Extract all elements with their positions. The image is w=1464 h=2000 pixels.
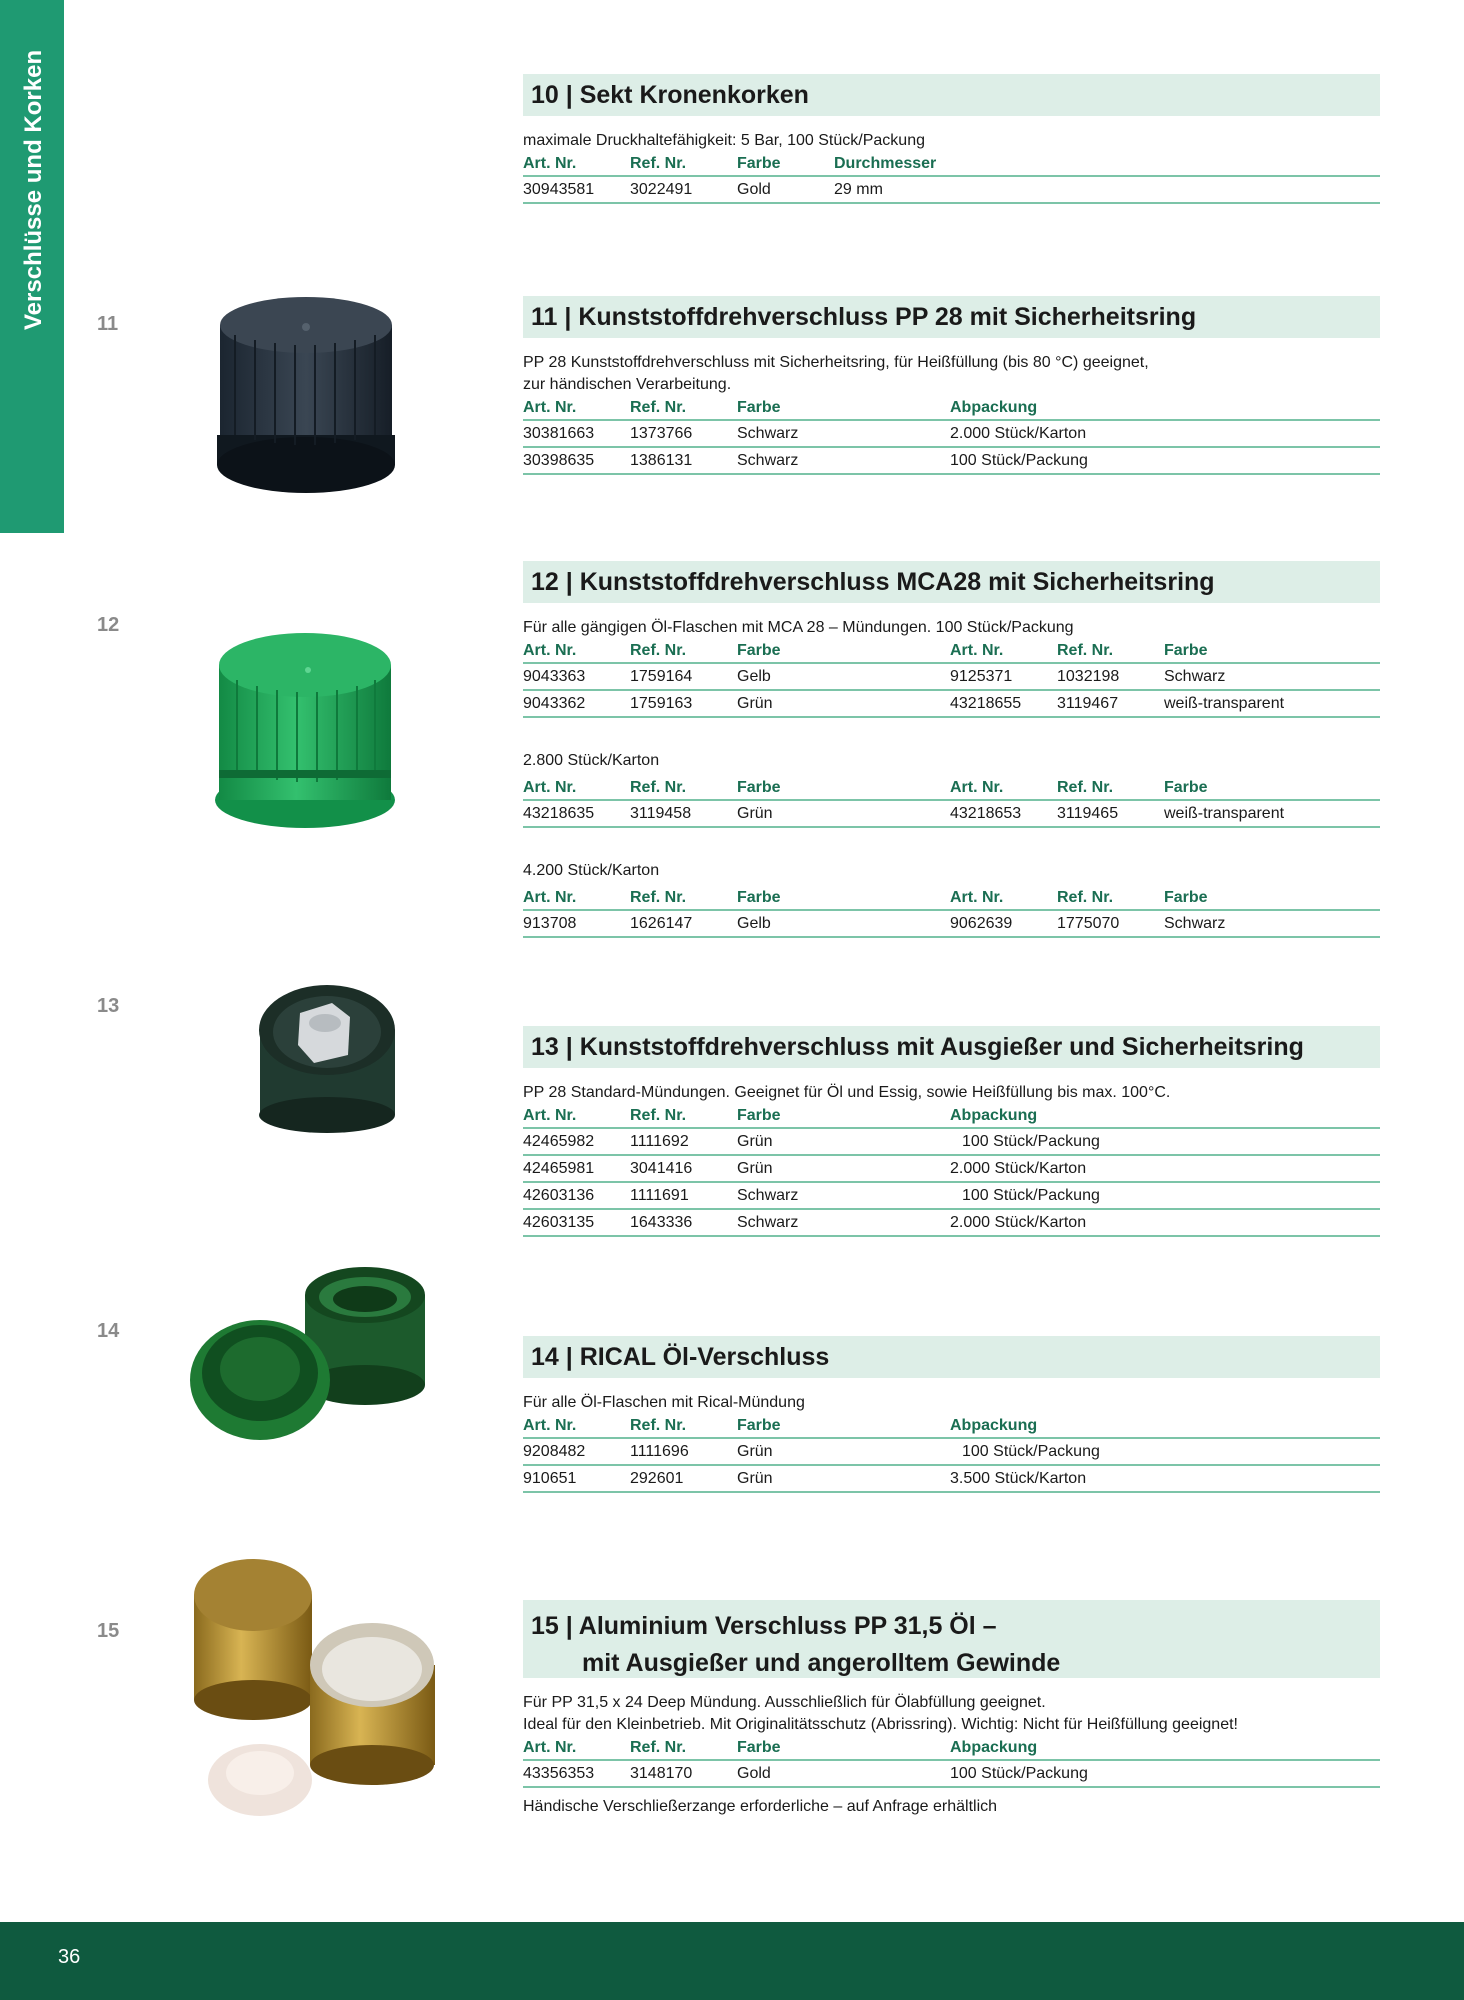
- table-cell: 100 Stück/Packung: [950, 1438, 1380, 1465]
- column-header: Art. Nr.: [523, 639, 630, 663]
- table-cell: 42465982: [523, 1128, 630, 1155]
- table-cell: 3119467: [1057, 690, 1164, 717]
- table-cell: 1759163: [630, 690, 737, 717]
- column-header: Art. Nr.: [523, 776, 630, 800]
- product-table: [523, 152, 1380, 204]
- table-row: [523, 447, 1380, 474]
- table-cell: 9062639: [950, 910, 1057, 937]
- column-header: Farbe: [737, 1104, 950, 1128]
- table-cell: 3022491: [630, 176, 737, 203]
- table-header-row: [523, 152, 1380, 176]
- column-header: Ref. Nr.: [630, 776, 737, 800]
- column-header: Art. Nr.: [950, 776, 1057, 800]
- table-row: [523, 1760, 1380, 1787]
- table-header-row: [523, 639, 1380, 663]
- packaging-subheading: 2.800 Stück/Karton: [523, 752, 660, 769]
- table-cell: Gelb: [737, 663, 950, 690]
- table-cell: 9043362: [523, 690, 630, 717]
- table-cell: 100 Stück/Packung: [950, 1760, 1380, 1787]
- column-header: Ref. Nr.: [630, 886, 737, 910]
- table-cell: 9125371: [950, 663, 1057, 690]
- column-header: Farbe: [737, 639, 950, 663]
- table-cell: 913708: [523, 910, 630, 937]
- table-cell: 2.000 Stück/Karton: [950, 1155, 1380, 1182]
- table-cell: Grün: [737, 1155, 950, 1182]
- table-cell: 1111696: [630, 1438, 737, 1465]
- table-cell: 910651: [523, 1465, 630, 1492]
- section-description: Für alle Öl-Flaschen mit Rical-Mündung: [523, 1394, 805, 1411]
- table-cell: Gelb: [737, 910, 950, 937]
- table-row: [523, 910, 1380, 937]
- section-description: maximale Druckhaltefähigkeit: 5 Bar, 100 Stück/Packung: [523, 132, 925, 149]
- section-title: 10 | Sekt Kronenkorken: [523, 74, 1380, 116]
- column-header: Ref. Nr.: [1057, 639, 1164, 663]
- column-header: Art. Nr.: [523, 1736, 630, 1760]
- section-title-line: mit Ausgießer und angerolltem Gewinde: [582, 1649, 1061, 1677]
- column-header: Art. Nr.: [523, 152, 630, 176]
- table-cell: 1643336: [630, 1209, 737, 1236]
- table-cell: Gold: [737, 1760, 950, 1787]
- table-cell: 42465981: [523, 1155, 630, 1182]
- column-header: Farbe: [737, 1736, 950, 1760]
- product-table: [523, 396, 1380, 475]
- table-cell: 3041416: [630, 1155, 737, 1182]
- table-row: [523, 1209, 1380, 1236]
- table-cell: 43356353: [523, 1760, 630, 1787]
- item-number-11: 11: [97, 313, 119, 335]
- column-header: Art. Nr.: [950, 639, 1057, 663]
- table-cell: 42603136: [523, 1182, 630, 1209]
- table-cell: 1111692: [630, 1128, 737, 1155]
- column-header: Ref. Nr.: [630, 1736, 737, 1760]
- table-header-row: [523, 1414, 1380, 1438]
- table-row: [523, 663, 1380, 690]
- item-number-13: 13: [97, 995, 120, 1017]
- column-header: Farbe: [1164, 886, 1380, 910]
- section-title: 12 | Kunststoffdrehverschluss MCA28 mit Sicherheitsring: [523, 561, 1380, 603]
- table-cell: 9208482: [523, 1438, 630, 1465]
- table-cell: 9043363: [523, 663, 630, 690]
- column-header: Art. Nr.: [523, 396, 630, 420]
- table-row: [523, 1128, 1380, 1155]
- table-cell: weiß-transparent: [1164, 690, 1380, 717]
- table-header-row: [523, 396, 1380, 420]
- rical-caps-image: [185, 1265, 445, 1455]
- table-cell: Schwarz: [737, 447, 950, 474]
- table-cell: weiß-transparent: [1164, 800, 1380, 827]
- column-header: Art. Nr.: [523, 1104, 630, 1128]
- aluminium-caps-image: [190, 1555, 450, 1835]
- column-header: Ref. Nr.: [1057, 776, 1164, 800]
- table-header-row: [523, 1104, 1380, 1128]
- footer-bar: [0, 1922, 1464, 2000]
- column-header: Art. Nr.: [950, 886, 1057, 910]
- table-cell: 1111691: [630, 1182, 737, 1209]
- black-screw-cap-image: [205, 295, 405, 500]
- table-cell: Schwarz: [737, 1209, 950, 1236]
- item-number-15: 15: [97, 1620, 120, 1642]
- column-header: Abpackung: [950, 1104, 1380, 1128]
- section-aluminium-cap: [523, 1600, 1380, 1818]
- section-note: Händische Verschließerzange erforderliche – auf Anfrage erhältlich: [523, 1798, 998, 1815]
- table-cell: 3119465: [1057, 800, 1164, 827]
- column-header: Art. Nr.: [523, 886, 630, 910]
- section-mca28-cap: [523, 561, 1380, 938]
- table-cell: 30398635: [523, 447, 630, 474]
- table-cell: 43218653: [950, 800, 1057, 827]
- table-cell: 3.500 Stück/Karton: [950, 1465, 1380, 1492]
- section-rical-cap: [523, 1336, 1380, 1493]
- table-cell: 2.000 Stück/Karton: [950, 420, 1380, 447]
- sidebar-category-tab: [0, 0, 64, 533]
- column-header: Farbe: [1164, 776, 1380, 800]
- product-table: [523, 639, 1380, 718]
- column-header: Abpackung: [950, 1736, 1380, 1760]
- table-cell: Grün: [737, 1128, 950, 1155]
- table-row: [523, 1182, 1380, 1209]
- table-cell: Gold: [737, 176, 834, 203]
- item-number-12: 12: [97, 614, 120, 636]
- table-cell: 100 Stück/Packung: [950, 447, 1380, 474]
- product-table: [523, 776, 1380, 828]
- description-line: Ideal für den Kleinbetrieb. Mit Originalitätsschutz (Abrissring). Wichtig: Nicht für Heißfüllung geeignet!: [523, 1716, 1238, 1733]
- product-table: [523, 1736, 1380, 1788]
- section-description: [523, 352, 1380, 396]
- section-pourer-cap: [523, 1026, 1380, 1237]
- table-row: [523, 800, 1380, 827]
- column-header: Durchmesser: [834, 152, 1380, 176]
- table-row: [523, 1438, 1380, 1465]
- product-table: [523, 1104, 1380, 1237]
- table-row: [523, 1155, 1380, 1182]
- table-cell: 43218635: [523, 800, 630, 827]
- column-header: Farbe: [737, 152, 834, 176]
- table-row: [523, 420, 1380, 447]
- sidebar-category-label: Verschlüsse und Korken: [20, 49, 47, 330]
- column-header: Farbe: [737, 1414, 950, 1438]
- table-cell: 1373766: [630, 420, 737, 447]
- page-number: 36: [58, 1946, 81, 1968]
- table-header-row: [523, 1736, 1380, 1760]
- table-cell: 1626147: [630, 910, 737, 937]
- description-line: Für PP 31,5 x 24 Deep Mündung. Ausschließlich für Ölabfüllung geeignet.: [523, 1694, 1046, 1711]
- table-cell: 100 Stück/Packung: [950, 1182, 1380, 1209]
- table-cell: Grün: [737, 1438, 950, 1465]
- section-pp28-cap: [523, 296, 1380, 475]
- table-cell: Schwarz: [1164, 910, 1380, 937]
- section-title-line: 15 | Aluminium Verschluss PP 31,5 Öl –: [531, 1612, 997, 1640]
- section-title: 14 | RICAL Öl-Verschluss: [523, 1336, 1380, 1378]
- table-cell: 30381663: [523, 420, 630, 447]
- column-header: Ref. Nr.: [1057, 886, 1164, 910]
- table-cell: Schwarz: [737, 1182, 950, 1209]
- pourer-cap-image: [250, 975, 405, 1135]
- table-cell: 1759164: [630, 663, 737, 690]
- column-header: Ref. Nr.: [630, 639, 737, 663]
- section-sekt-kronenkorken: [523, 74, 1380, 204]
- section-description: [523, 1692, 1380, 1736]
- column-header: Art. Nr.: [523, 1414, 630, 1438]
- table-header-row: [523, 776, 1380, 800]
- column-header: Ref. Nr.: [630, 152, 737, 176]
- table-cell: 1386131: [630, 447, 737, 474]
- table-cell: Schwarz: [737, 420, 950, 447]
- table-cell: Grün: [737, 690, 950, 717]
- table-cell: 30943581: [523, 176, 630, 203]
- table-cell: Schwarz: [1164, 663, 1380, 690]
- product-table: [523, 886, 1380, 938]
- description-line: zur händischen Verarbeitung.: [523, 376, 732, 393]
- section-title: [523, 1600, 1380, 1678]
- column-header: Ref. Nr.: [630, 396, 737, 420]
- table-row: [523, 690, 1380, 717]
- table-cell: 3119458: [630, 800, 737, 827]
- product-table: [523, 1414, 1380, 1493]
- column-header: Farbe: [737, 886, 950, 910]
- table-row: [523, 176, 1380, 203]
- green-mca28-cap-image: [205, 620, 405, 840]
- table-cell: 2.000 Stück/Karton: [950, 1209, 1380, 1236]
- table-header-row: [523, 886, 1380, 910]
- table-cell: Grün: [737, 800, 950, 827]
- packaging-subheading: 4.200 Stück/Karton: [523, 862, 660, 879]
- table-cell: 3148170: [630, 1760, 737, 1787]
- column-header: Ref. Nr.: [630, 1104, 737, 1128]
- section-description: PP 28 Standard-Mündungen. Geeignet für Öl und Essig, sowie Heißfüllung bis max. 100°C.: [523, 1084, 1171, 1101]
- table-cell: 29 mm: [834, 176, 1380, 203]
- column-header: Farbe: [737, 396, 950, 420]
- section-description: Für alle gängigen Öl-Flaschen mit MCA 28 – Mündungen. 100 Stück/Packung: [523, 619, 1074, 636]
- column-header: Farbe: [737, 776, 950, 800]
- table-cell: 100 Stück/Packung: [950, 1128, 1380, 1155]
- table-cell: Grün: [737, 1465, 950, 1492]
- table-cell: 1775070: [1057, 910, 1164, 937]
- table-cell: 1032198: [1057, 663, 1164, 690]
- column-header: Farbe: [1164, 639, 1380, 663]
- section-title: 13 | Kunststoffdrehverschluss mit Ausgießer und Sicherheitsring: [523, 1026, 1380, 1068]
- column-header: Abpackung: [950, 1414, 1380, 1438]
- table-cell: 43218655: [950, 690, 1057, 717]
- section-title: 11 | Kunststoffdrehverschluss PP 28 mit Sicherheitsring: [523, 296, 1380, 338]
- table-row: [523, 1465, 1380, 1492]
- column-header: Abpackung: [950, 396, 1380, 420]
- column-header: Ref. Nr.: [630, 1414, 737, 1438]
- description-line: PP 28 Kunststoffdrehverschluss mit Sicherheitsring, für Heißfüllung (bis 80 °C) geeignet,: [523, 354, 1149, 371]
- item-number-14: 14: [97, 1320, 120, 1342]
- table-cell: 292601: [630, 1465, 737, 1492]
- table-cell: 42603135: [523, 1209, 630, 1236]
